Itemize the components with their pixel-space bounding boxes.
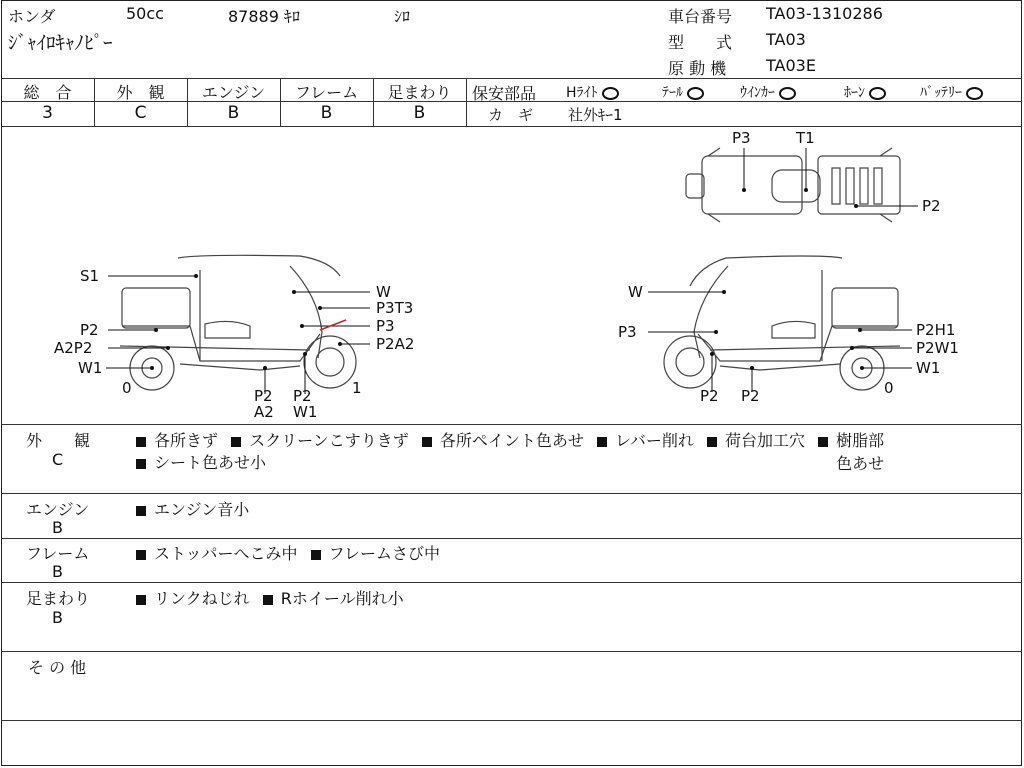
safety-item-horn: ﾎｰﾝ <box>844 82 886 102</box>
scooter-top-view <box>686 148 900 222</box>
remark-items: ストッパーへこみ中 フレームさび中 <box>136 541 440 564</box>
bullet-square-icon <box>597 437 607 447</box>
label-w1: W1 <box>293 403 318 421</box>
grade-value-suspension: B <box>413 103 426 123</box>
remark-items-line2: シート色あせ小 <box>136 450 266 473</box>
remark-label: フレーム <box>26 544 90 563</box>
safety-item-tail: ﾃｰﾙ <box>662 82 704 102</box>
divider <box>1 582 1022 583</box>
remark-label: 足まわり <box>26 589 91 608</box>
remark-items-line1: 各所きず スクリーンこすりきず 各所ペイント色あせ レバー削れ 荷台加工穴 樹脂部色あせ <box>136 428 898 474</box>
bullet-square-icon <box>136 459 146 469</box>
safety-item-battery: ﾊﾞｯﾃﾘｰ <box>920 82 983 102</box>
type-label: 型 式 <box>668 33 733 52</box>
bullet-square-icon <box>818 437 828 447</box>
label-p2h1: P2H1 <box>916 321 956 339</box>
divider <box>1 720 1022 721</box>
divider <box>1 493 1022 494</box>
label-w1: W1 <box>916 359 941 377</box>
remark-grade: B <box>52 562 63 581</box>
safety-item-winker: ｳｲﾝｶｰ <box>740 82 796 102</box>
label-t1: T1 <box>796 129 815 147</box>
frame-no: TA03-1310286 <box>766 4 883 23</box>
label-p2: P2 <box>293 387 312 405</box>
label-p3: P3 <box>376 317 395 335</box>
ok-circle-icon <box>687 87 704 100</box>
bullet-square-icon <box>422 437 432 447</box>
remark-label: 外 観 <box>26 431 91 450</box>
ok-circle-icon <box>869 87 886 100</box>
remark-grade: C <box>52 450 64 469</box>
engine-label: 原 動 機 <box>668 59 727 78</box>
grade-label-suspension: 足まわり <box>387 83 452 102</box>
label-p2: P2 <box>700 387 719 405</box>
divider <box>466 78 467 126</box>
remark-label: そ の 他 <box>28 658 87 677</box>
safety-label: 保安部品 <box>472 84 537 103</box>
safety-item-headlight: Hﾗｲﾄ <box>566 82 619 102</box>
grade-label-engine: エンジン <box>201 83 266 102</box>
divider <box>1 651 1022 652</box>
label-p2a2: P2A2 <box>376 335 415 353</box>
bullet-square-icon <box>707 437 717 447</box>
engine-value: TA03E <box>766 56 816 75</box>
grade-value-frame: B <box>320 103 333 123</box>
mileage: 87889 ｷﾛ <box>228 7 300 26</box>
bullet-square-icon <box>136 595 146 605</box>
ok-circle-icon <box>966 87 983 100</box>
label-one: 1 <box>352 379 362 397</box>
grade-value-overall: 3 <box>42 103 53 123</box>
bullet-square-icon <box>136 437 146 447</box>
divider <box>1 538 1022 539</box>
label-p2: P2 <box>80 321 99 339</box>
bullet-square-icon <box>231 437 241 447</box>
model-name: ｼﾞｬｲﾛｷｬﾉﾋﾟｰ <box>8 32 113 54</box>
grade-label-overall: 総 合 <box>23 83 72 102</box>
grade-label-exterior: 外 観 <box>116 83 165 102</box>
remark-items: リンクねじれ Rホイール削れ小 <box>136 586 404 609</box>
remark-items: エンジン音小 <box>136 497 249 520</box>
bullet-square-icon <box>136 506 146 516</box>
bullet-square-icon <box>311 550 321 560</box>
remark-label: エンジン <box>26 500 90 519</box>
label-p3: P3 <box>618 323 637 341</box>
key-label: カ ギ <box>488 106 534 124</box>
label-p3: P3 <box>732 129 751 147</box>
frame-no-label: 車台番号 <box>668 7 733 26</box>
label-a2: A2 <box>254 403 274 421</box>
remark-grade: B <box>52 608 63 627</box>
label-p2w1: P2W1 <box>916 339 959 357</box>
grade-label-frame: フレーム <box>294 83 359 102</box>
damage-diagram <box>0 126 1024 424</box>
label-w: W <box>628 283 643 301</box>
divider <box>1 78 1022 79</box>
grade-value-engine: B <box>227 103 240 123</box>
label-zero: 0 <box>884 379 894 397</box>
remark-grade: B <box>52 518 63 537</box>
scooter-right-view <box>664 256 900 390</box>
label-p2: P2 <box>922 197 941 215</box>
label-w1: W1 <box>78 359 103 377</box>
label-p3t3: P3T3 <box>376 299 414 317</box>
key-value: 社外ｷｰ1 <box>568 106 623 124</box>
bullet-square-icon <box>136 550 146 560</box>
ok-circle-icon <box>779 87 796 100</box>
label-w: W <box>376 283 391 301</box>
maker: ホンダ <box>8 7 56 26</box>
label-s1: S1 <box>80 267 100 285</box>
displacement: 50cc <box>126 4 164 23</box>
label-p2: P2 <box>741 387 760 405</box>
ok-circle-icon <box>602 87 619 100</box>
color: ｼﾛ <box>394 7 411 26</box>
label-zero: 0 <box>122 379 132 397</box>
divider <box>1 424 1022 425</box>
label-p2: P2 <box>254 387 273 405</box>
grade-value-exterior: C <box>134 103 147 123</box>
bullet-square-icon <box>263 595 273 605</box>
type-value: TA03 <box>766 30 806 49</box>
label-a2p2: A2P2 <box>54 339 93 357</box>
